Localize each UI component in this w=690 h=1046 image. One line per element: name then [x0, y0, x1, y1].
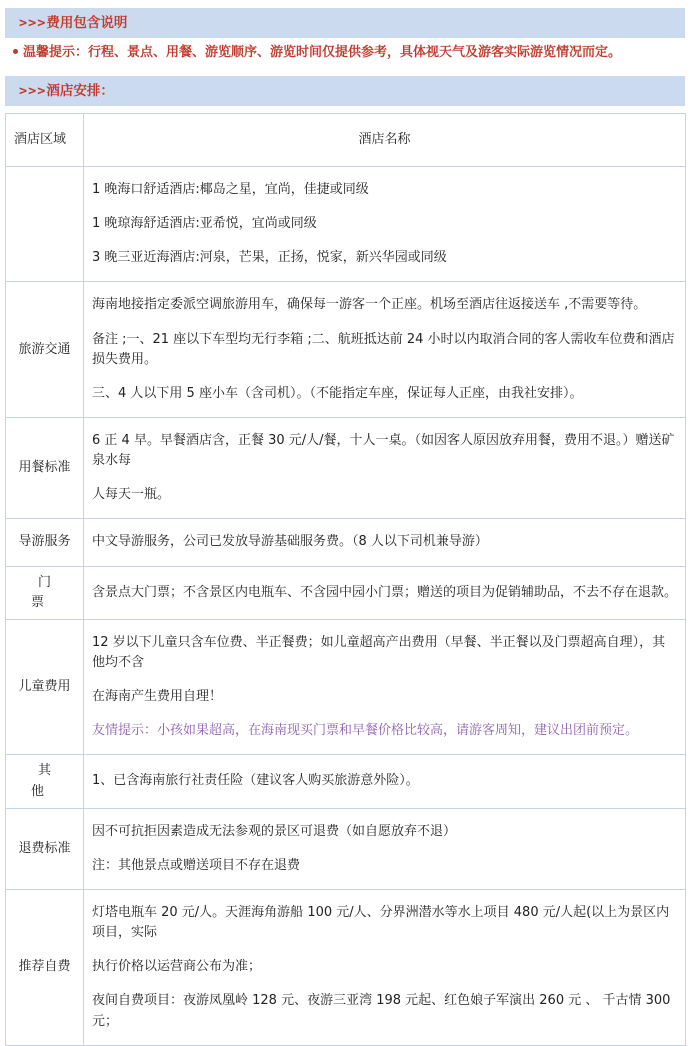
warm-tip-bar: [5, 38, 685, 68]
content-line: 中文导游服务，公司已发放导游基础服务费。（8 人以下司机兼导游）: [92, 534, 488, 550]
content-line: 海南地接指定委派空调旅游用车，确保每一游客一个正座。机场至酒店往返接送车 ,不需要等待。: [92, 297, 647, 313]
table-row: [6, 755, 686, 808]
row-content: [84, 417, 686, 518]
row-content: [84, 889, 686, 1045]
section-banner-fee: [5, 8, 685, 38]
fee-inclusion-table: [5, 113, 686, 1046]
row-label: [6, 167, 84, 282]
bullet-dot-icon: [13, 49, 18, 54]
table-row: [6, 889, 686, 1045]
row-label: [6, 566, 84, 619]
column-header-area: 酒店区域: [6, 114, 84, 167]
table-row: [6, 417, 686, 518]
content-line: 12 岁以下儿童只含车位费、半正餐费；如儿童超高产出费用（早餐、半正餐以及门票超高自理），其他均不含: [92, 634, 666, 670]
arrows-marker: >>>: [19, 15, 47, 31]
section-banner-hotel: [5, 76, 685, 106]
content-line: 1 晚琼海舒适酒店:亚希悦，宜尚或同级: [92, 216, 317, 232]
section-banner-fee-label: 费用包含说明: [46, 15, 128, 31]
content-line: 灯塔电瓶车 20 元/人。天涯海角游船 100 元/人、分界洲潜水等水上项目 480 元/人起(以上为景区内项目，实际: [92, 904, 670, 941]
column-header-name: 酒店名称: [84, 114, 686, 167]
content-line: 因不可抗拒因素造成无法参观的景区可退费（如自愿放弃不退）: [92, 823, 457, 839]
row-label-text: 其他: [30, 763, 65, 799]
arrows-marker: >>>: [19, 83, 47, 99]
content-line: 备注 ;一、21 座以下车型均无行李箱 ;二、航班抵达前 24 小时以内取消合同的客人需收车位费和酒店损失费用。: [92, 331, 675, 367]
table-row: [6, 167, 686, 282]
warm-tip-text: 温馨提示：行程、景点、用餐、游览顺序、游览时间仅提供参考，具体视天气及游客实际游览情况而定。: [23, 45, 622, 60]
content-line: 1 晚海口舒适酒店:椰岛之星，宜尚，佳捷或同级: [92, 182, 369, 197]
table-header-row: [6, 114, 686, 167]
content-line: 夜间自费项目：夜游凤凰岭 128 元、夜游三亚湾 198 元起、红色娘子军演出 260 元 、 千古情 300 元；: [92, 993, 671, 1029]
row-content: [84, 566, 686, 619]
content-line: 注：其他景点或赠送项目不存在退费: [92, 857, 301, 873]
row-label: 推荐自费: [6, 889, 84, 1045]
table-row: [6, 519, 686, 566]
row-content: [84, 755, 686, 808]
row-label: 儿童费用: [6, 619, 84, 755]
row-label: 退费标准: [6, 808, 84, 889]
row-label: 导游服务: [6, 519, 84, 566]
content-line: 三、4 人以下用 5 座小车（含司机）。（不能指定车座，保证每人正座，由我社安排）。: [92, 385, 583, 401]
table-row: [6, 619, 686, 755]
content-line: 3 晚三亚近海酒店:河泉，芒果，正扬，悦家，新兴华园或同级: [92, 250, 447, 266]
row-content: [84, 619, 686, 755]
row-label: 旅游交通: [6, 282, 84, 418]
content-line: 6 正 4 早。早餐酒店含，正餐 30 元/人/餐，十人一桌。（如因客人原因放弃用餐，费用不退。）赠送矿泉水每: [92, 432, 675, 469]
table-row: [6, 566, 686, 619]
row-content: [84, 808, 686, 889]
row-content: [84, 167, 686, 282]
content-line: 1、已含海南旅行社责任险（建议客人购买旅游意外险）。: [92, 773, 419, 789]
content-note: 友情提示：小孩如果超高，在海南现买门票和早餐价格比较高，请游客周知，建议出团前预定。: [92, 723, 639, 739]
content-line: 在海南产生费用自理！: [92, 689, 223, 705]
row-label: [6, 755, 84, 808]
content-line: 人每天一瓶。: [92, 487, 171, 503]
content-line: 含景点大门票；不含景区内电瓶车、不含园中园小门票；赠送的项目为促销辅助品，不去不存在退款。: [92, 584, 678, 600]
row-content: [84, 519, 686, 566]
row-label: 用餐标准: [6, 417, 84, 518]
row-content: [84, 282, 686, 418]
content-line: 执行价格以运营商公布为准；: [92, 959, 262, 975]
row-label-text: 门票: [30, 574, 65, 610]
table-row: [6, 282, 686, 418]
page-root: [0, 8, 690, 1046]
table-row: [6, 808, 686, 889]
section-banner-hotel-label: 酒店安排：: [46, 83, 114, 99]
table-head: [6, 114, 686, 167]
table-body: [6, 167, 686, 1046]
